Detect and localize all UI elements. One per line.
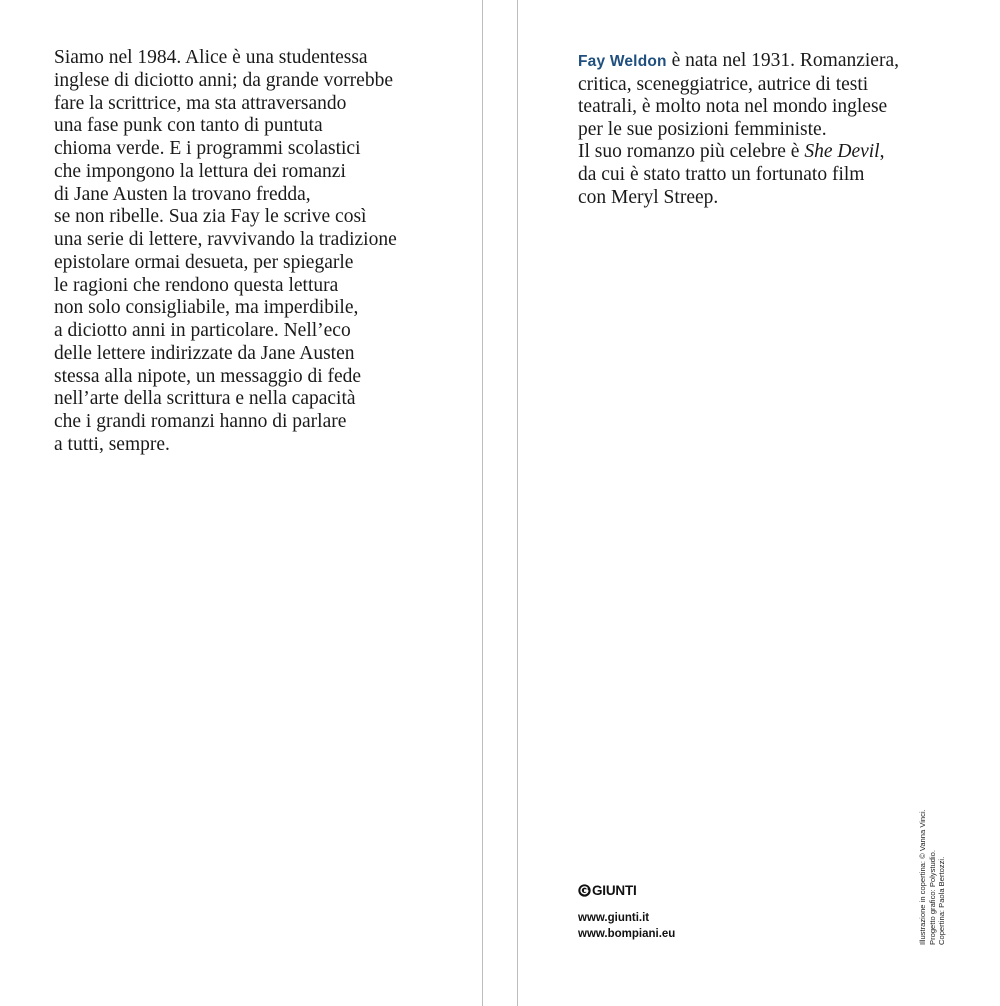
synopsis-line: a diciotto anni in particolare. Nell’eco — [54, 320, 351, 341]
synopsis-line: a tutti, sempre. — [54, 433, 170, 455]
synopsis-text — [54, 47, 454, 457]
credit-line: Progetto grafico: Polystudio. — [927, 850, 937, 945]
author-bio — [578, 50, 978, 209]
bio-line: critica, sceneggiatrice, autrice di testi — [578, 73, 869, 95]
synopsis-line: delle lettere indirizzate da Jane Austen — [54, 342, 355, 364]
synopsis-line: una fase punk con tanto di puntuta — [54, 115, 323, 137]
synopsis-line: inglese di diciotto anni; da grande vorrebbe — [54, 69, 393, 91]
synopsis-line: nell’arte della scrittura e nella capacità — [54, 388, 356, 410]
synopsis-line: di Jane Austen la trovano fredda, — [54, 183, 311, 205]
bio-line: Fay Weldon è nata nel 1931. Romanziera, — [578, 50, 899, 71]
publisher-name: GIUNTI — [592, 883, 637, 898]
publisher-urls — [578, 911, 675, 942]
author-name: Fay Weldon — [578, 53, 667, 70]
url-giunti: www.giunti.it — [578, 912, 650, 924]
back-cover-left-panel — [0, 0, 482, 1006]
bio-line: con Meryl Streep. — [578, 186, 719, 208]
book-spine-fold — [482, 0, 518, 1006]
synopsis-line: che impongono la lettura dei romanzi — [54, 160, 346, 182]
bio-line: per le sue posizioni femministe. — [578, 118, 827, 140]
url-bompiani: www.bompiani.eu — [578, 927, 676, 940]
synopsis-line: una serie di lettere, ravvivando la tradizione — [54, 229, 397, 250]
bio-line: da cui è stato tratto un fortunato film — [578, 163, 865, 185]
book-title-she-devil: She Devil — [804, 141, 880, 163]
credit-line: Illustrazione in copertina: © Vanna Vinci. — [918, 809, 927, 945]
synopsis-line: Siamo nel 1984. Alice è una studentessa — [54, 47, 368, 68]
synopsis-line: che i grandi romanzi hanno di parlare — [54, 411, 347, 432]
publisher-logo — [578, 883, 637, 898]
bio-line: Il suo romanzo più celebre è She Devil, — [578, 141, 885, 163]
synopsis-line: non solo consigliabile, ma imperdibile, — [54, 297, 359, 319]
synopsis-line: fare la scrittrice, ma sta attraversando — [54, 92, 347, 114]
cover-credits — [918, 785, 947, 945]
bio-line: teatrali, è molto nota nel mondo inglese — [578, 96, 888, 118]
synopsis-line: le ragioni che rendono questa lettura — [54, 274, 339, 296]
synopsis-line: chioma verde. E i programmi scolastici — [54, 138, 361, 159]
giunti-g-icon — [578, 884, 591, 897]
synopsis-line: se non ribelle. Sua zia Fay le scrive così — [54, 206, 367, 228]
synopsis-line: stessa alla nipote, un messaggio di fede — [54, 365, 362, 387]
back-flap-right-panel — [518, 0, 1000, 1006]
synopsis-line: epistolare ormai desueta, per spiegarle — [54, 251, 354, 273]
credit-line: Copertina: Paola Bertozzi. — [937, 856, 946, 945]
